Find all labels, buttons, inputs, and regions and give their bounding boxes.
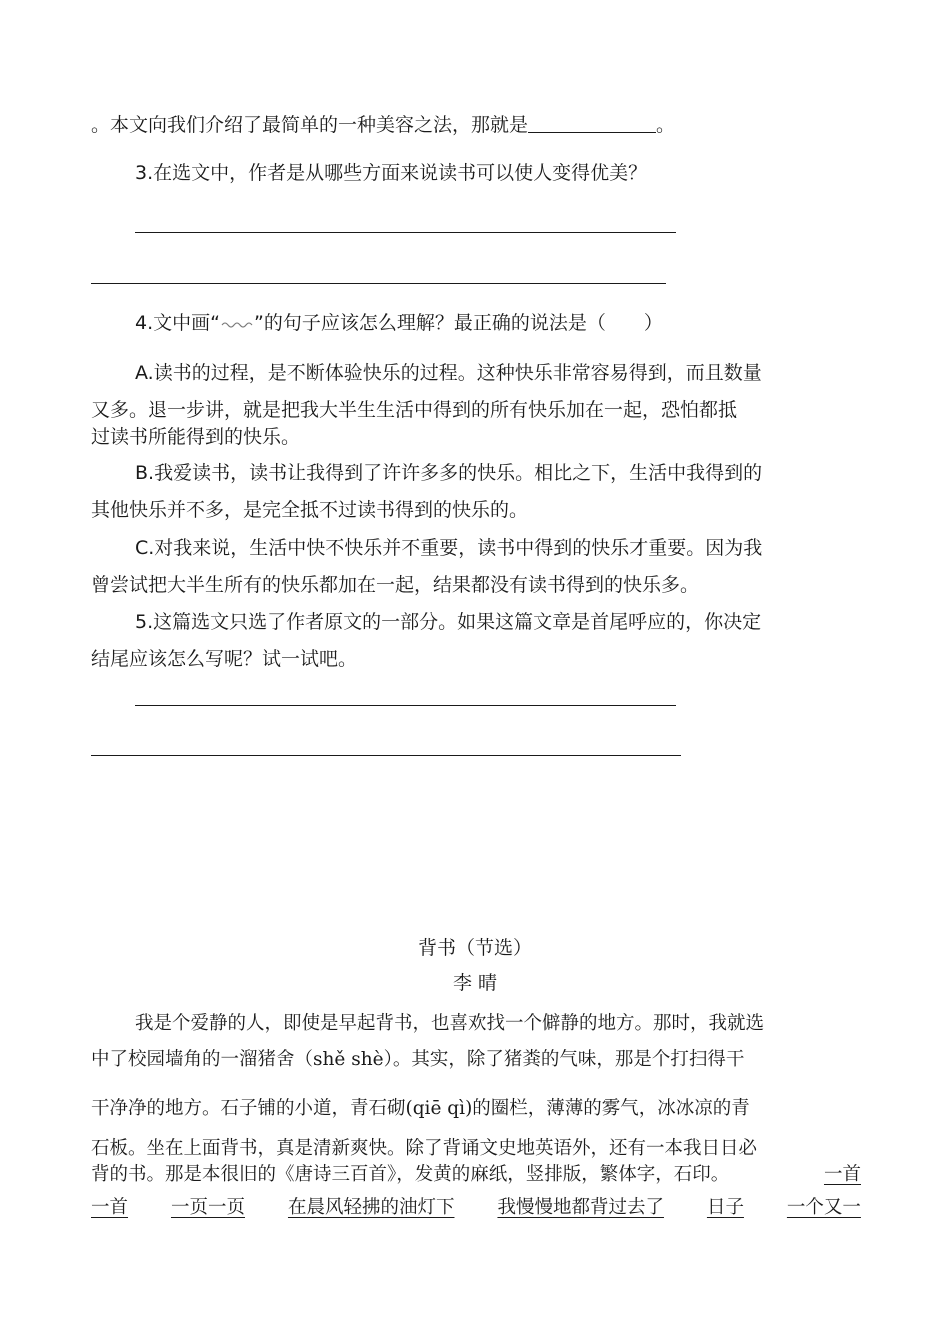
underlined-phrase: 一个又一: [786, 1197, 861, 1218]
underlined-phrase: 一页一页: [170, 1197, 245, 1218]
question-5-line-2: 结尾应该怎么写呢？试一试吧。: [91, 648, 358, 670]
question-4-prefix: 4.文中画“: [135, 312, 220, 334]
passage-author: 李 晴: [452, 972, 498, 994]
passage-line-4: 石板。坐在上面背书，真是清新爽快。除了背诵文史地英语外，还有一本我日日必: [91, 1138, 758, 1159]
passage-line-2: 中了校园墙角的一溜猪舍（shě shè）。其实，除了猪粪的气味，那是个打扫得干: [91, 1049, 745, 1070]
passage-line-5-text: 背的书。那是本很旧的《唐诗三百首》，发黄的麻纸，竖排版，繁体字，石印。: [91, 1164, 730, 1185]
question-2-end: 。: [656, 114, 676, 136]
question-5-line-1: 5.这篇选文只选了作者原文的一部分。如果这篇文章是首尾呼应的，你决定: [135, 611, 762, 633]
underlined-sentence: 一首: [823, 1164, 861, 1185]
option-a-line-2: 又多。退一步讲，就是把我大半生生活中得到的所有快乐加在一起，恐怕都抵: [91, 399, 738, 421]
answer-line[interactable]: [135, 705, 676, 706]
question-4-suffix: ”的句子应该怎么理解？最正确的说法是（ ）: [253, 312, 663, 334]
option-a-line-1: A.读书的过程，是不断体验快乐的过程。这种快乐非常容易得到，而且数量: [135, 362, 762, 384]
option-c-line-2: 曾尝试把大半生所有的快乐都加在一起，结果都没有读书得到的快乐多。: [91, 574, 700, 596]
answer-line[interactable]: [135, 232, 676, 233]
underlined-phrase: 日子: [706, 1197, 744, 1218]
question-4: [135, 310, 663, 336]
underlined-phrase: 我慢慢地都背过去了: [497, 1197, 664, 1218]
underlined-phrase: 在晨风轻拂的油灯下: [287, 1197, 455, 1218]
passage-line-5: [91, 1162, 861, 1188]
question-2-text: 。本文向我们介绍了最简单的一种美容之法，那就是: [91, 114, 529, 136]
passage-line-3: 干净净的地方。石子铺的小道，青石砌(qiē qì)的圈栏，薄薄的雾气，冰冰凉的青: [91, 1098, 750, 1119]
question-3: 3.在选文中，作者是从哪些方面来说读书可以使人变得优美？: [135, 162, 648, 184]
option-b-line-2: 其他快乐并不多，是完全抵不过读书得到的快乐的。: [91, 499, 529, 521]
underlined-phrase: 一首: [91, 1197, 129, 1218]
option-b-line-1: B.我爱读书，读书让我得到了许许多多的快乐。相比之下，生活中我得到的: [135, 462, 763, 484]
underlined-sentence-line: [91, 1195, 861, 1221]
passage-title: 背书（节选）: [417, 937, 532, 959]
passage-line-1: 我是个爱静的人，即使是早起背书，也喜欢找一个僻静的地方。那时，我就选: [135, 1013, 765, 1034]
option-c-line-1: C.对我来说，生活中快不快乐并不重要，读书中得到的快乐才重要。因为我: [135, 537, 763, 559]
answer-line[interactable]: [91, 283, 666, 284]
option-a-line-3: 过读书所能得到的快乐。: [91, 426, 301, 448]
answer-blank[interactable]: [528, 112, 656, 133]
answer-line[interactable]: [91, 755, 681, 756]
wavy-underline-icon: [220, 317, 254, 329]
question-2-tail: [91, 112, 675, 138]
